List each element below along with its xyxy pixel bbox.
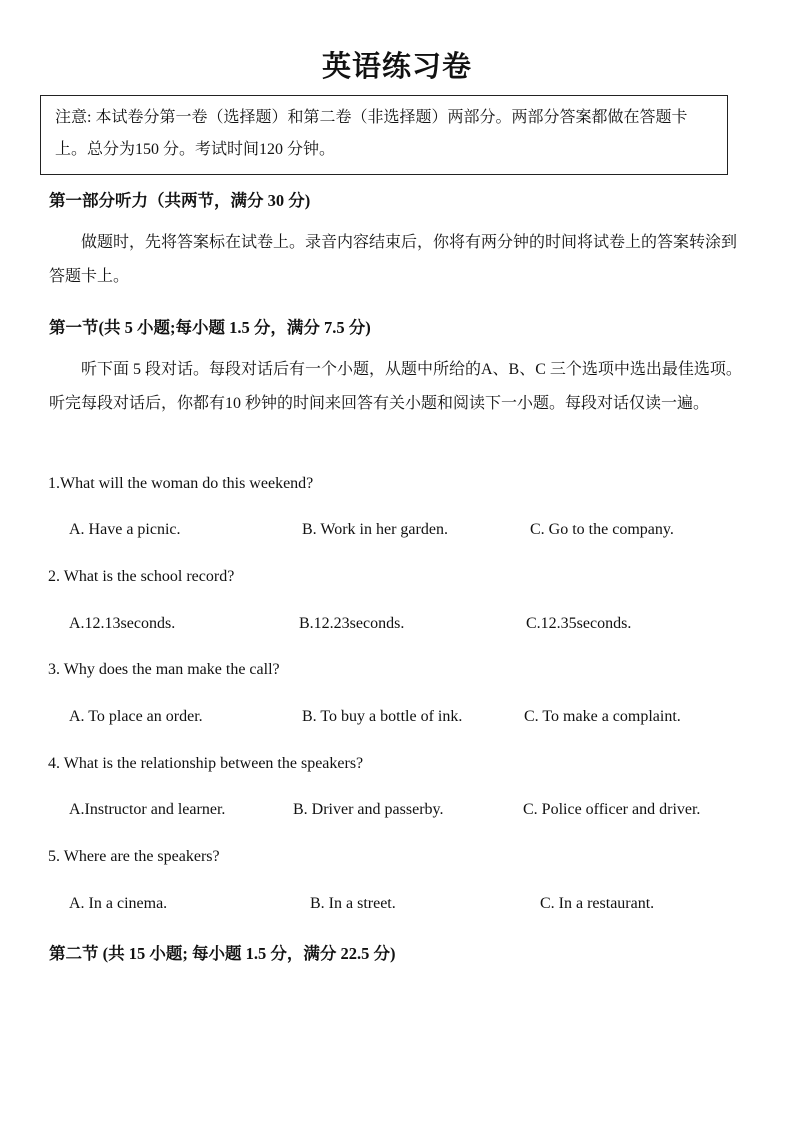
question-4-option-b: B. Driver and passerby. [293, 801, 444, 818]
question-1-option-b: B. Work in her garden. [302, 521, 448, 538]
question-3-option-a: A. To place an order. [69, 708, 203, 725]
question-2: 2. What is the school record? [48, 568, 235, 585]
question-1-option-c: C. Go to the company. [530, 521, 674, 538]
question-4: 4. What is the relationship between the speakers? [48, 755, 364, 772]
question-3: 3. Why does the man make the call? [48, 661, 280, 678]
part1-heading: 第一部分听力（共两节，满分 30 分) [49, 191, 311, 210]
question-5: 5. Where are the speakers? [48, 848, 220, 865]
question-5-option-c: C. In a restaurant. [540, 895, 655, 912]
question-1-option-a: A. Have a picnic. [69, 521, 181, 538]
question-5-option-b: B. In a street. [310, 895, 396, 912]
question-5-option-a: A. In a cinema. [69, 895, 168, 912]
question-1: 1.What will the woman do this weekend? [48, 475, 314, 492]
part1-instruction: 做题时，先将答案标在试卷上。录音内容结束后，你将有两分钟的时间将试卷上的答案转涂到答题卡上。 [49, 234, 738, 285]
question-2-option-c: C.12.35seconds. [526, 615, 632, 632]
question-2-option-a: A.12.13seconds. [69, 615, 176, 632]
question-2-option-b: B.12.23seconds. [299, 615, 405, 632]
question-4-option-a: A.Instructor and learner. [69, 801, 226, 818]
section1-instruction: 听下面 5 段对话。每段对话后有一个小题，从题中所给的A、B、C 三个选项中选出最佳选项。听完每段对话后，你都有10 秒钟的时间来回答有关小题和阅读下一小题。每段对话仅读一遍。 [49, 361, 742, 412]
question-3-option-b: B. To buy a bottle of ink. [302, 708, 463, 725]
section2-heading: 第二节 (共 15 小题; 每小题 1.5 分，满分 22.5 分) [49, 944, 396, 963]
question-3-option-c: C. To make a complaint. [524, 708, 681, 725]
section1-heading: 第一节(共 5 小题;每小题 1.5 分，满分 7.5 分) [49, 318, 371, 337]
notice-box: 注意: 本试卷分第一卷（选择题）和第二卷（非选择题）两部分。两部分答案都做在答题卡上。总分为150 分。考试时间120 分钟。 [40, 95, 728, 175]
page-title: 英语练习卷 [321, 51, 472, 83]
question-4-option-c: C. Police officer and driver. [523, 801, 701, 818]
